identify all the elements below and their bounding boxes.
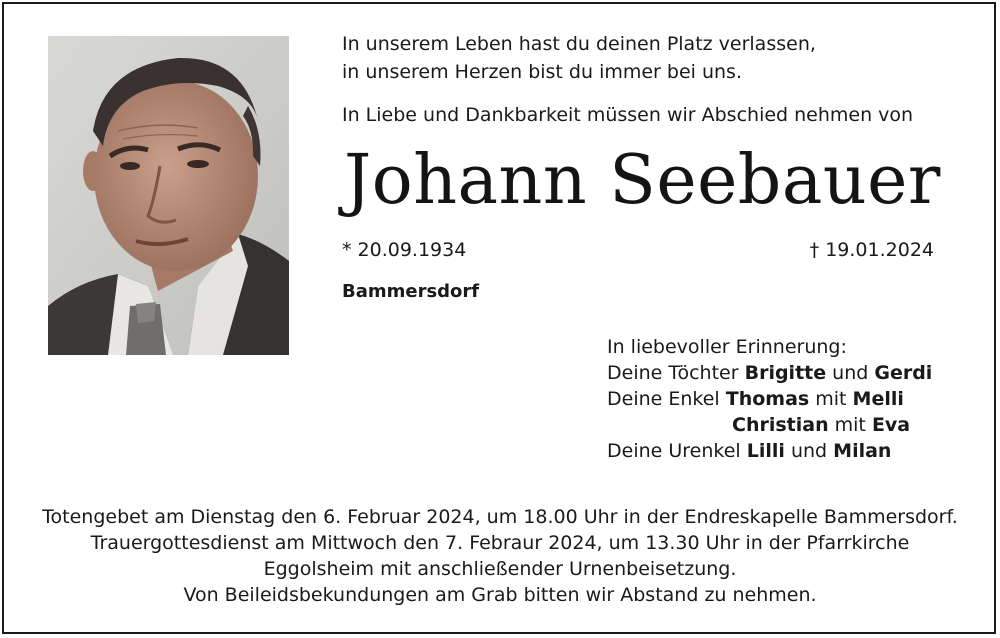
birth-date: * 20.09.1934: [342, 239, 467, 261]
service-line-4: Von Beileidsbekundungen am Grab bitten wir Abstand zu nehmen.: [183, 584, 817, 606]
mourner-name: Eva: [871, 414, 911, 436]
mourner-name: Melli: [852, 388, 904, 410]
farewell-intro: In Liebe und Dankbarkeit müssen wir Abschied nehmen von: [342, 104, 914, 126]
death-date: † 19.01.2024: [809, 239, 934, 261]
mourners-row-grandchildren-2: [607, 412, 932, 438]
conjunction: und: [826, 362, 875, 384]
conjunction: mit: [809, 388, 853, 410]
mourner-name: Lilli: [746, 440, 785, 462]
service-line-3: Eggolsheim mit anschließender Urnenbeisetzung.: [263, 558, 737, 580]
mourner-name: Christian: [732, 414, 829, 436]
portrait-illustration: [48, 36, 289, 355]
portrait-photo: [48, 36, 289, 355]
mourners-row-daughters: [607, 360, 932, 386]
memory-heading: In liebevoller Erinnerung:: [607, 336, 847, 358]
deceased-name: Johann Seebauer: [344, 141, 941, 220]
service-line-2: Trauergottesdienst am Mittwoch den 7. Febraur 2024, um 13.30 Uhr in der Pfarrkirche: [90, 532, 910, 554]
mourner-name: Milan: [833, 440, 892, 462]
mourner-name: Thomas: [725, 388, 810, 410]
mourners-row-great-grandchildren: [607, 438, 932, 464]
relation-label: Deine Urenkel: [607, 440, 747, 462]
memorial-quote: [342, 30, 816, 86]
conjunction: mit: [828, 414, 872, 436]
quote-line-2: in unserem Herzen bist du immer bei uns.: [342, 61, 742, 83]
mourners-list: [607, 334, 932, 464]
mourner-name: Gerdi: [874, 362, 933, 384]
quote-line-1: In unserem Leben hast du deinen Platz verlassen,: [342, 33, 816, 55]
service-line-1: Totengebet am Dienstag den 6. Februar 2024, um 18.00 Uhr in der Endreskapelle Bammersdorf.: [42, 506, 958, 528]
mourners-row-grandchildren: [607, 386, 932, 412]
mourner-name: Brigitte: [744, 362, 827, 384]
hometown: Bammersdorf: [342, 281, 480, 302]
relation-label: Deine Töchter: [607, 362, 745, 384]
conjunction: und: [784, 440, 834, 462]
service-details: [0, 504, 1000, 608]
relation-label: Deine Enkel: [607, 388, 726, 410]
